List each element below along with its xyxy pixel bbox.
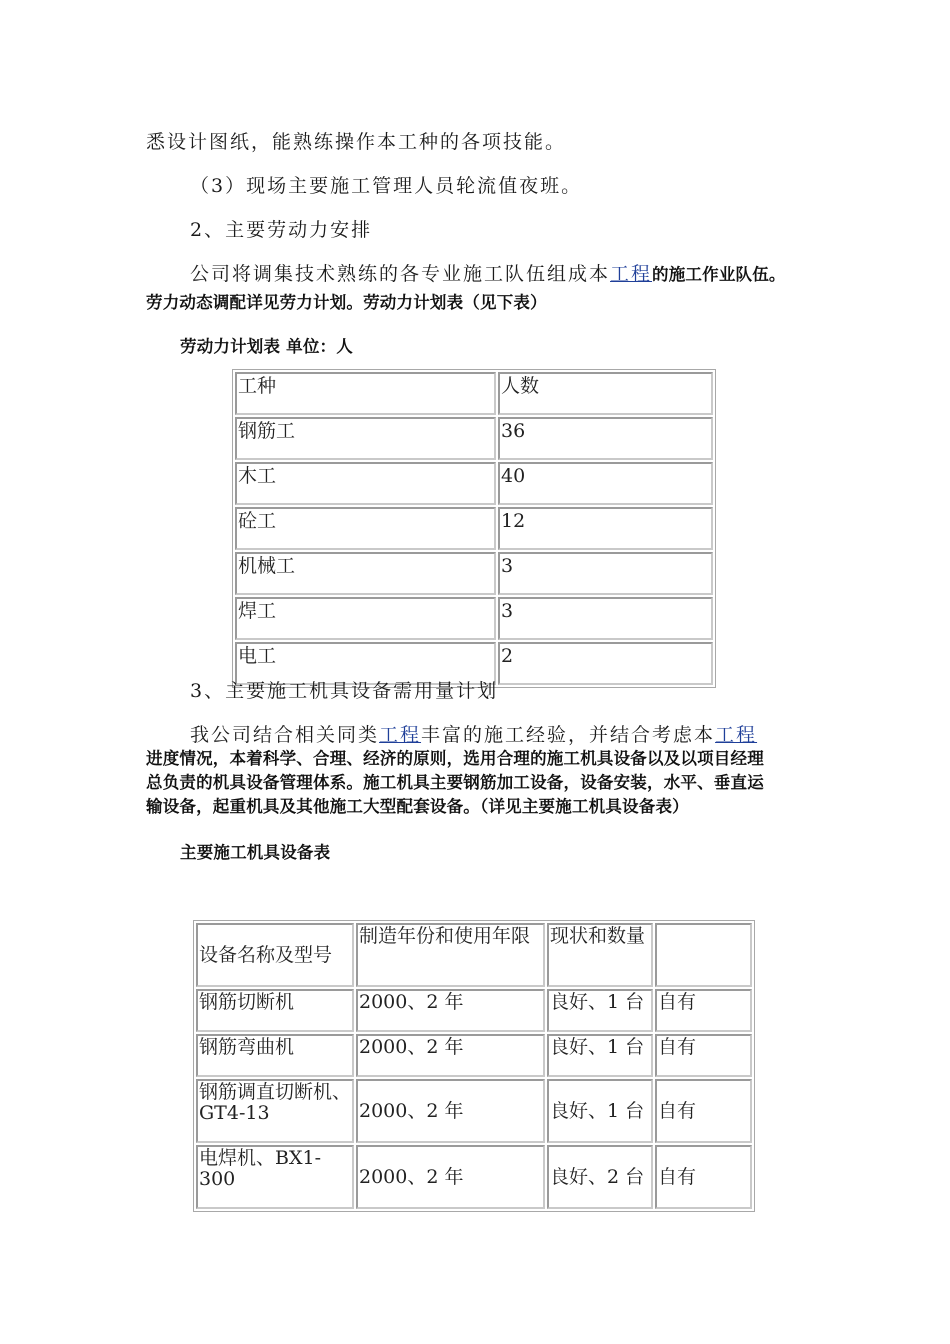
- header-cell-count: 人数: [498, 372, 713, 415]
- table-row: [196, 1079, 752, 1143]
- status-cell: 良好、1 台: [547, 1034, 653, 1077]
- labor-plan-table: [232, 369, 716, 688]
- paragraph-labor-intro-line2: 劳力动态调配详见劳力计划。劳动力计划表（见下表）: [146, 293, 547, 312]
- count-cell: 2: [498, 642, 713, 685]
- status-cell: 良好、2 台: [547, 1145, 653, 1209]
- paragraph-night-shift: （3）现场主要施工管理人员轮流值夜班。: [190, 175, 583, 197]
- header-cell-ownership: [655, 923, 752, 987]
- text-segment: 的施工作业队伍。: [652, 265, 786, 284]
- table-row: [235, 462, 713, 505]
- section-heading-equipment: 3、主要施工机具设备需用量计划: [190, 680, 499, 702]
- trade-cell: 钢筋工: [235, 417, 496, 460]
- status-cell: 良好、1 台: [547, 989, 653, 1032]
- ownership-cell: 自有: [655, 1079, 752, 1143]
- count-cell: 12: [498, 507, 713, 550]
- table-row: [235, 552, 713, 595]
- paragraph-equipment-line4: 输设备，起重机具及其他施工大型配套设备。（详见主要施工机具设备表）: [146, 797, 689, 816]
- equipment-name-cell: 钢筋弯曲机: [196, 1034, 354, 1077]
- header-cell-status: 现状和数量: [547, 923, 653, 987]
- paragraph-equipment-line3: 总负责的机具设备管理体系。施工机具主要钢筋加工设备，设备安装，水平、垂直运: [146, 773, 764, 792]
- paragraph-labor-intro: [190, 259, 786, 286]
- year-cell: 2000、2 年: [356, 1145, 545, 1209]
- section-heading-labor: 2、主要劳动力安排: [190, 219, 373, 241]
- table-row: [235, 597, 713, 640]
- equipment-table: [193, 920, 755, 1212]
- year-cell: 2000、2 年: [356, 1079, 545, 1143]
- year-cell: 2000、2 年: [356, 989, 545, 1032]
- header-cell-year: 制造年份和使用年限: [356, 923, 545, 987]
- table-row: [196, 1145, 752, 1209]
- text-segment: 公司将调集技术熟练的各专业施工队伍组成本: [190, 263, 611, 285]
- equipment-name-cell: 钢筋调直切断机、GT4-13: [196, 1079, 354, 1143]
- table-row: [235, 417, 713, 460]
- project-link[interactable]: 工程: [610, 263, 653, 285]
- table-header-row: [235, 372, 713, 415]
- trade-cell: 电工: [235, 642, 496, 685]
- equipment-name-cell: 电焊机、BX1-300: [196, 1145, 354, 1209]
- table-row: [196, 989, 752, 1032]
- count-cell: 40: [498, 462, 713, 505]
- paragraph-continuation: 悉设计图纸，能熟练操作本工种的各项技能。: [146, 131, 567, 153]
- table-row: [235, 507, 713, 550]
- project-link[interactable]: 工程: [715, 724, 758, 746]
- table-header-row: [196, 923, 752, 987]
- header-cell-equipment-name: 设备名称及型号: [196, 923, 354, 987]
- equipment-table-caption: 主要施工机具设备表: [180, 843, 331, 862]
- ownership-cell: 自有: [655, 1145, 752, 1209]
- text-segment: 丰富的施工经验，并结合考虑本: [421, 724, 716, 746]
- trade-cell: 焊工: [235, 597, 496, 640]
- table-row: [196, 1034, 752, 1077]
- ownership-cell: 自有: [655, 989, 752, 1032]
- text-segment: 我公司结合相关同类: [190, 724, 380, 746]
- count-cell: 3: [498, 552, 713, 595]
- trade-cell: 木工: [235, 462, 496, 505]
- trade-cell: 砼工: [235, 507, 496, 550]
- ownership-cell: 自有: [655, 1034, 752, 1077]
- header-cell-trade: 工种: [235, 372, 496, 415]
- project-link[interactable]: 工程: [379, 724, 422, 746]
- trade-cell: 机械工: [235, 552, 496, 595]
- paragraph-equipment-intro: [190, 720, 757, 747]
- year-cell: 2000、2 年: [356, 1034, 545, 1077]
- count-cell: 3: [498, 597, 713, 640]
- labor-table-caption: 劳动力计划表 单位：人: [180, 337, 353, 356]
- equipment-name-cell: 钢筋切断机: [196, 989, 354, 1032]
- count-cell: 36: [498, 417, 713, 460]
- status-cell: 良好、1 台: [547, 1079, 653, 1143]
- paragraph-equipment-line2: 进度情况，本着科学、合理、经济的原则，选用合理的施工机具设备以及以项目经理: [146, 749, 764, 768]
